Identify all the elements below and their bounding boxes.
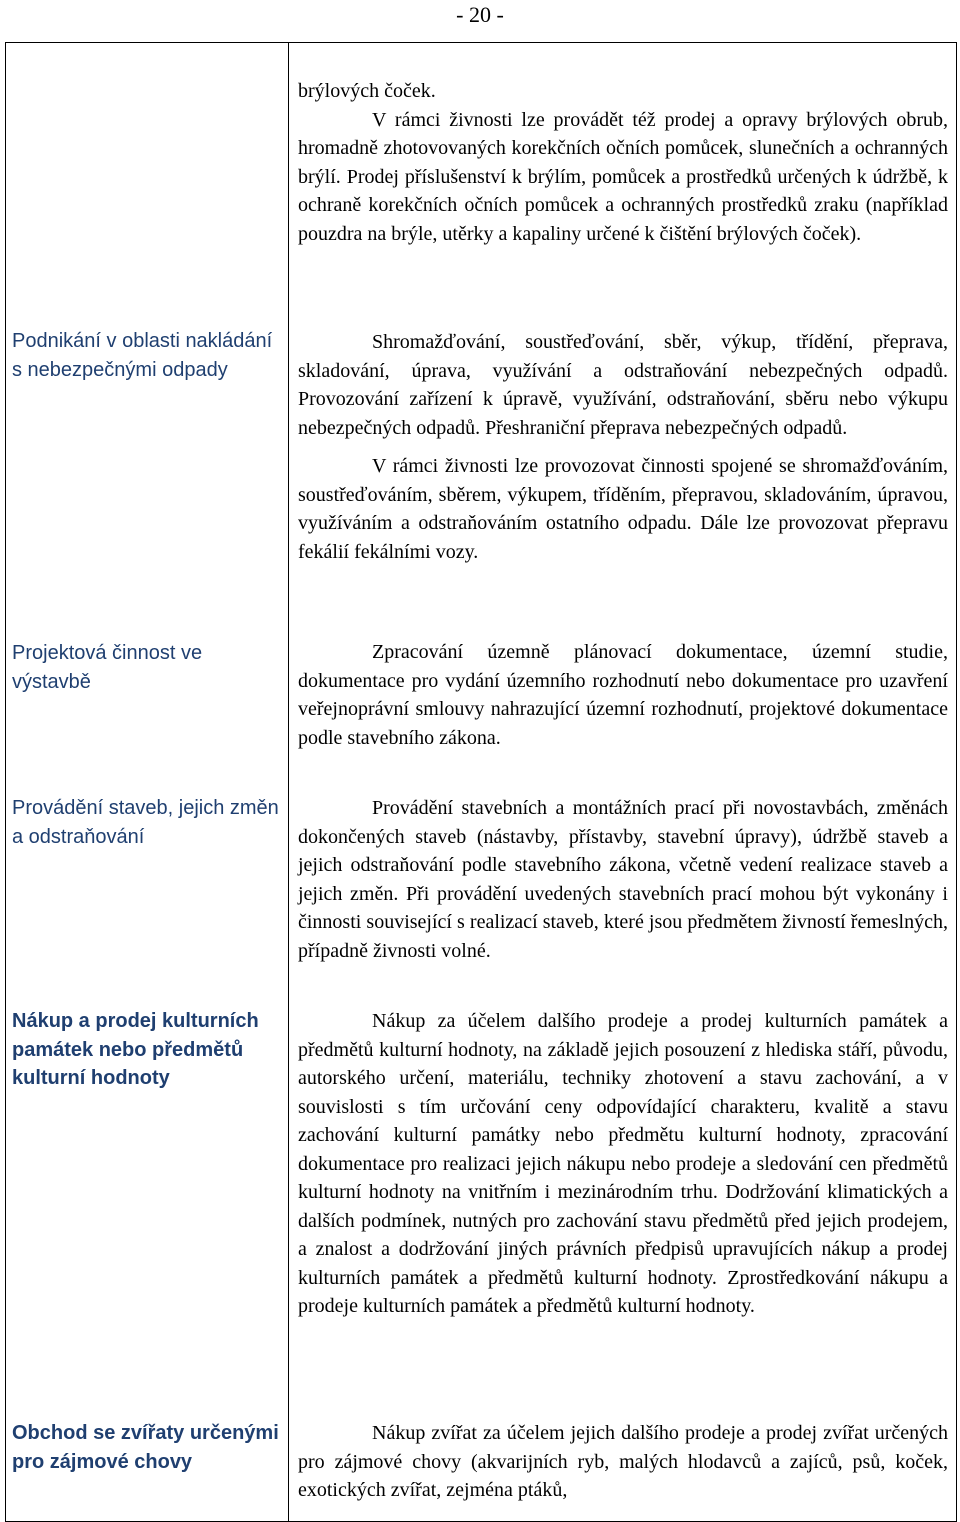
row-2-description (298, 638, 948, 752)
row-5-description (298, 1419, 948, 1505)
row-1-paragraph-1: Shromažďování, soustřeďování, sběr, výkup, třídění, přeprava, skladování, úprava, využívání a odstraňování nebezpečných odpadů. Provozování zařízení k úpravě, využívání, odstraňování, sběru nebo výkupu nebezpečných odpadů. Přeshraniční přeprava nebezpečných odpadů. (298, 331, 948, 439)
row-0-paragraph-2: V rámci živnosti lze provádět též prodej a opravy brýlových obrub, hromadně zhotovovaných korekčních očních pomůcek, slunečních a ochranných brýlí. Prodej příslušenství k brýlím, pomůcek a prostředků určených k údržbě, k ochraně korekčních očních pomůcek a ochranných prostředků zraku (například pouzdra na brýle, utěrky a kapaliny určené k čištění brýlových čoček). (298, 108, 948, 245)
row-0-paragraph-1: brýlových čoček. (298, 80, 436, 102)
row-1-description (298, 328, 948, 566)
row-0-description (298, 77, 948, 248)
row-2-paragraph-1: Zpracování územně plánovací dokumentace, územní studie, dokumentace pro vydání územního rozhodnutí nebo dokumentace pro uzavření veřejnoprávní smlouvy nahrazující územní rozhodnutí, projektové dokumentace podle stavebního zákona. (298, 641, 948, 749)
row-5-paragraph-1: Nákup zvířat za účelem jejich dalšího prodeje a prodej zvířat určených pro zájmové chovy (akvarijních ryb, malých hlodavců a zajíců, psů, koček, exotických zvířat, zejména ptáků, (298, 1422, 948, 1501)
row-4-label: Nákup a prodej kulturních památek nebo předmětů kulturní hodnoty (12, 1010, 259, 1089)
page-number: - 20 - (456, 2, 504, 27)
row-3-paragraph-1: Provádění stavebních a montážních prací při novostavbách, změnách dokončených staveb (nástavby, přístavby, stavební úpravy), údržbě staveb a jejich odstraňování podle stavebního zákona, včetně vedení realizace staveb a jejich změn. Při provádění uvedených stavebních prací mohou být vykonány i činnosti související s realizací staveb, které jsou předmětem živností řemeslných, případně živnosti volné. (298, 797, 948, 962)
row-1-label: Podnikání v oblasti nakládání s nebezpečnými odpady (12, 330, 273, 381)
row-3-description (298, 794, 948, 965)
row-1-paragraph-2: V rámci živnosti lze provozovat činnosti spojené se shromažďováním, soustřeďováním, sběrem, výkupem, tříděním, přepravou, skladováním, úpravou, využíváním a odstraňováním ostatního odpadu. Dále lze provozovat přepravu fekálií fekálními vozy. (298, 455, 948, 563)
trades-table (5, 42, 957, 1522)
column-divider (288, 43, 289, 1521)
row-4-paragraph-1: Nákup za účelem dalšího prodeje a prodej kulturních památek a předmětů kulturní hodnoty, na základě jejich posouzení z hlediska stáří, původu, autorského určení, materiálu, techniky zhotovení a stavu zachování, a v souvislosti s tím určování ceny odpovídající charakteru, kvalitě a stavu zachování kulturní památky nebo předmětu kulturní hodnoty, zpracování dokumentace pro realizaci jejich nákupu nebo prodeje a sledování cen předmětů kulturní hodnoty na vnitřním i mezinárodním trhu. Dodržování klimatických a dalších podmínek, nutných pro zachování stavu předmětů před jejich prodejem, a znalost a dodržování jiných právních předpisů upravujících nákup a prodej kulturních památek a předmětů kulturní hodnoty. Zprostředkování nákupu a prodeje kulturních památek a předmětů kulturní hodnoty. (298, 1010, 948, 1317)
row-3-label: Provádění staveb, jejich změn a odstraňování (12, 797, 279, 848)
row-2-label: Projektová činnost ve výstavbě (12, 642, 203, 693)
row-5-label: Obchod se zvířaty určenými pro zájmové chovy (12, 1422, 279, 1473)
row-4-description (298, 1007, 948, 1321)
